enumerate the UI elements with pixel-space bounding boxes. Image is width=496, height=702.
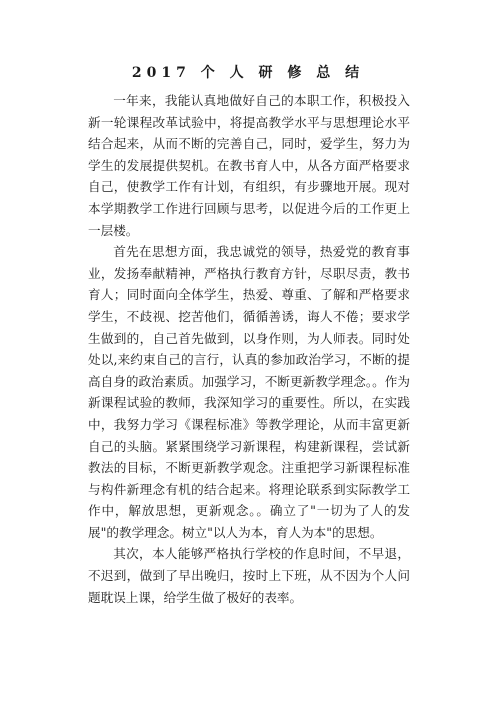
document-body [88, 90, 410, 608]
document-title: 2017 个 人 研 修 总 结 [131, 65, 365, 81]
paragraph-intro: 一年来，我能认真地做好自己的本职工作，积极投入新一轮课程改革试验中，将提高教学水平与思想理论水平结合起来，从而不断的完善自己，同时，爱学生，努力为学生的发展提供契机。在教书育人中，从各方面严格要求自己，使教学工作有计划，有组织，有步骤地开展。现对本学期教学工作进行回顾与思考，以促进今后的工作更上一层楼。 [88, 93, 410, 238]
paragraph-ideology: 首先在思想方面，我忠诚党的领导，热爱党的教育事业，发扬奉献精神，严格执行教育方针，尽职尽责，教书育人；同时面向全体学生，热爱、尊重、了解和严格要求学生，不歧视、挖苦他们，循循善诱，诲人不倦；要求学生做到的，自己首先做到，以身作则，为人师表。同时处处以,来约束自己的言行，认真的参加政治学习，不断的提高自身的政治素质。加强学习，不断更新教学理念。。作为新课程试验的教师，我深知学习的重要性。所以，在实践中，我努力学习《课程标准》等教学理论，从而丰富更新自己的头脑。紧紧围绕学习新课程，构建新课程，尝试新教法的目标，不断更新教学观念。注重把学习新课程标准与构件新理念有机的结合起来。将理论联系到实际教学工作中，解放思想，更新观念。。确立了"一切为了人的发展"的教学理念。树立"以人为本，育人为本"的思想。 [88, 244, 410, 540]
paragraph-discipline: 其次，本人能够严格执行学校的作息时间，不早退，不迟到，做到了早出晚归，按时上下班，从不因为个人问题耽误上课，给学生做了极好的表率。 [88, 546, 410, 605]
